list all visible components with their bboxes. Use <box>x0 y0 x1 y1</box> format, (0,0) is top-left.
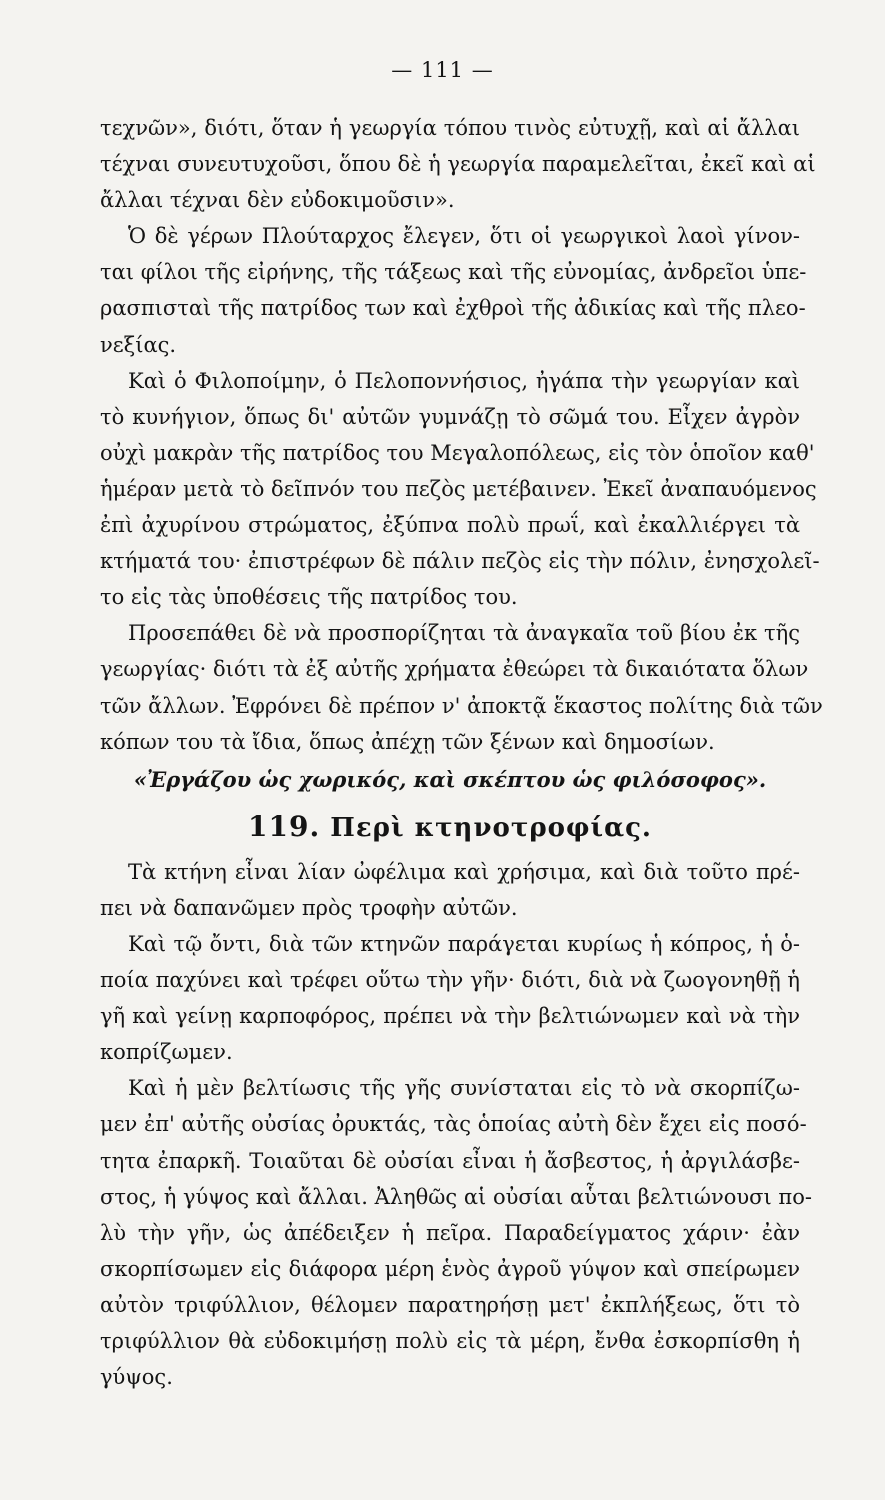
text-line: τητα ἐπαρκῆ. Τοιαῦται δὲ οὐσίαι εἶναι ἡ ἄσβεστος, ἡ ἀργιλάσβε- <box>100 1148 800 1173</box>
text-line: γύψος. <box>100 1365 173 1390</box>
text-line: τεχνῶν», διότι, ὅταν ἡ γεωργία τόπου τινὸς εὐτυχῇ, καὶ αἱ ἄλλαι <box>100 116 800 140</box>
text-line: ἡμέραν μετὰ τὸ δεῖπνόν του πεζὸς μετέβαινεν. Ἐκεῖ ἀναπαυόμενος <box>100 476 817 501</box>
text-line: Ὁ δὲ γέρων Πλούταρχος ἔλεγεν, ὅτι οἱ γεωργικοὶ λαοὶ γίνον- <box>128 224 800 249</box>
paragraph-6 <box>100 926 800 1070</box>
text-line: οὐχὶ μακρὰν τῆς πατρίδος του Μεγαλοπόλεως, εἰς τὸν ὁποῖον καθ' <box>100 440 815 465</box>
text-line: ται φίλοι τῆς εἰρήνης, τῆς τάξεως καὶ τῆς εὐνομίας, ἀνδρεῖοι ὑπε- <box>100 260 807 285</box>
section-heading <box>100 800 800 854</box>
text-line: ρασπισταὶ τῆς πατρίδος των καὶ ἐχθροὶ τῆς ἀδικίας καὶ τῆς πλεο- <box>100 296 806 321</box>
paragraph-5 <box>100 854 800 926</box>
text-line: ἄλλαι τέχναι δὲν εὐδοκιμοῦσιν». <box>100 188 455 213</box>
text-line: ἐπὶ ἀχυρίνου στρώματος, ἐξύπνα πολὺ πρωΐ, καὶ ἐκαλλιέργει τὰ <box>100 513 800 538</box>
text-line: Τὰ κτήνη εἶναι λίαν ὠφέλιμα καὶ χρήσιμα, καὶ διὰ τοῦτο πρέ- <box>128 859 800 884</box>
body-text <box>100 110 823 1395</box>
motto-quote: «Ἐργάζου ὡς χωρικός, καὶ σκέπτου ὡς φιλόσοφος». <box>133 766 767 792</box>
text-line: γῆ καὶ γείνῃ καρποφόρος, πρέπει νὰ τὴν βελτιώνωμεν καὶ νὰ τὴν <box>100 1004 800 1029</box>
text-line: κοπρίζωμεν. <box>100 1040 233 1065</box>
text-line: νεξίας. <box>100 332 177 357</box>
section-title: Περὶ κτηνοτροφίας. <box>330 812 652 843</box>
text-line: γεωργίας· διότι τὰ ἐξ αὐτῆς χρήματα ἐθεώρει τὰ δικαιότατα ὅλων <box>100 657 809 682</box>
paragraph-4 <box>100 615 823 759</box>
text-line: το εἰς τὰς ὑποθέσεις τῆς πατρίδος του. <box>100 585 518 610</box>
paragraph-2 <box>100 218 807 362</box>
text-line: σκορπίσωμεν εἰς διάφορα μέρη ἑνὸς ἀγροῦ γύψον καὶ σπείρωμεν <box>100 1256 800 1281</box>
paragraph-1 <box>100 110 816 218</box>
text-line: Προσεπάθει δὲ νὰ προσπορίζηται τὰ ἀναγκαῖα τοῦ βίου ἐκ τῆς <box>128 621 800 646</box>
text-line: πει νὰ δαπανῶμεν πρὸς τροφὴν αὐτῶν. <box>100 895 518 920</box>
text-line: ποία παχύνει καὶ τρέφει οὕτω τὴν γῆν· διότι, διὰ νὰ ζωογονηθῇ ἡ <box>100 968 800 993</box>
paragraph-7 <box>100 1070 812 1395</box>
page-number: — 111 — <box>391 58 494 82</box>
text-line: κόπων του τὰ ἴδια, ὅπως ἀπέχῃ τῶν ξένων καὶ δημοσίων. <box>100 729 715 754</box>
text-line: τὸ κυνήγιον, ὅπως δι' αὐτῶν γυμνάζῃ τὸ σῶμά του. Εἶχεν ἀγρὸν <box>100 404 800 429</box>
text-line: Καὶ ὁ Φιλοποίμην, ὁ Πελοποννήσιος, ἠγάπα τὴν γεωργίαν καὶ <box>128 368 800 393</box>
text-line: αὐτὸν τριφύλλιον, θέλομεν παρατηρήσῃ μετ' ἐκπλήξεως, ὅτι τὸ <box>100 1292 800 1317</box>
text-line: τῶν ἄλλων. Ἐφρόνει δὲ πρέπον ν' ἀποκτᾷ ἕκαστος πολίτης διὰ τῶν <box>100 693 823 718</box>
text-line: Καὶ ἡ μὲν βελτίωσις τῆς γῆς συνίσταται εἰς τὸ νὰ σκορπίζω- <box>128 1076 800 1101</box>
text-line: κτήματά του· ἐπιστρέφων δὲ πάλιν πεζὸς εἰς τὴν πόλιν, ἐνησχολεῖ- <box>100 549 820 574</box>
section-number: 119. <box>248 809 321 843</box>
text-line: Καὶ τῷ ὄντι, διὰ τῶν κτηνῶν παράγεται κυρίως ἡ κόπρος, ἡ ὁ- <box>128 931 800 956</box>
text-line: τριφύλλιον θὰ εὐδοκιμήσῃ πολὺ εἰς τὰ μέρη, ἔνθα ἐσκορπίσθη ἡ <box>100 1329 800 1353</box>
text-line: μεν ἐπ' αὐτῆς οὐσίας ὀρυκτάς, τὰς ὁποίας αὐτὴ δὲν ἔχει εἰς ποσό- <box>100 1112 807 1137</box>
text-line: λὺ τὴν γῆν, ὡς ἀπέδειξεν ἡ πεῖρα. Παραδείγματος χάριν· ἐὰν <box>100 1220 800 1245</box>
paragraph-3 <box>100 363 820 616</box>
text-line: στος, ἡ γύψος καὶ ἄλλαι. Ἀληθῶς αἱ οὐσίαι αὗται βελτιώνουσι πο- <box>100 1184 812 1209</box>
text-line: τέχναι συνευτυχοῦσι, ὅπου δὲ ἡ γεωργία παραμελεῖται, ἐκεῖ καὶ αἱ <box>100 152 816 177</box>
